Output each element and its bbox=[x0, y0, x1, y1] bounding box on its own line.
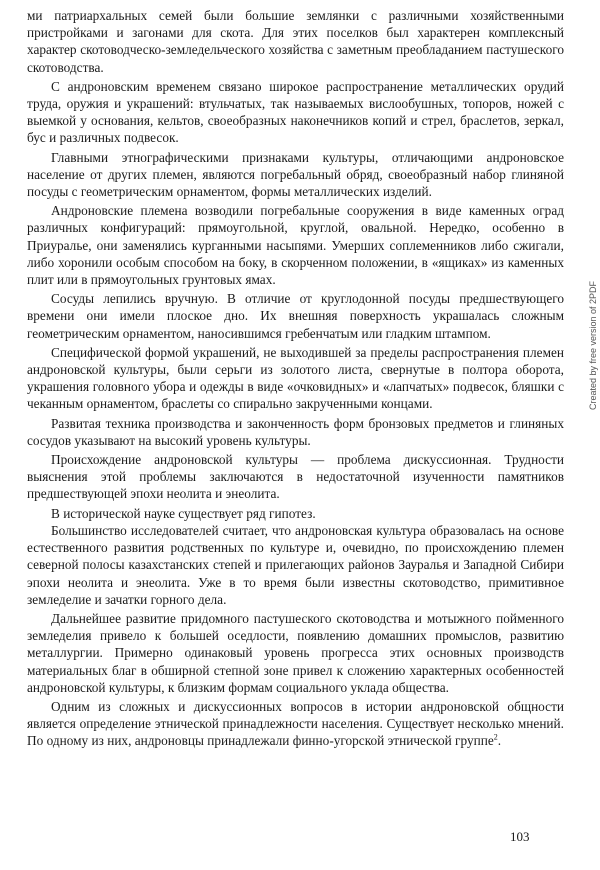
final-period: . bbox=[497, 733, 502, 749]
page-body bbox=[27, 7, 564, 750]
watermark-text: Created by free version of 2PDF bbox=[588, 280, 598, 410]
paragraph: Сосуды лепились вручную. В отличие от круглодонной посуды предшествующего времени они имели плоское дно. Их внешняя поверхность украшалась сложным геометрическим орнаментом, наносившимся гребенчатым или гладким штампом. bbox=[27, 291, 564, 341]
page-number: 103 bbox=[510, 829, 530, 844]
paragraph: В исторической науке существует ряд гипотез. bbox=[51, 505, 316, 521]
paragraph-text: Одним из сложных и дискуссионных вопросов в истории андроновской общности является определение этнической принадлежности населения. Существует несколько мнений. По одному из них, андроновцы принадлежали финно-угорской этнической группе bbox=[27, 698, 564, 749]
last-paragraph bbox=[27, 698, 564, 750]
footnote-reference[interactable]: 2 bbox=[493, 732, 498, 742]
paragraph: С андроновским временем связано широкое распространение металлических орудий труда, оружия и украшений: втульчатых, так называемых вислообушных, топоров, ножей с выемкой у основания, кельтов, своеобразных наконечников копий и стрел, браслетов, зеркал, бус и различных подвесок. bbox=[27, 78, 564, 146]
paragraph: Развитая техника производства и законченность форм бронзовых предметов и глиняных сосудов указывают на высокий уровень культуры. bbox=[27, 415, 564, 448]
paragraph: Андроновские племена возводили погребальные сооружения в виде каменных оград различных конфигураций: прямоугольной, круглой, овальной. Нередко, особенно в Приуралье, они заменялись курганными насыпями. Умерших соплеменников либо сжигали, либо хоронили особым способом на боку, в скорченном положении, в «ящиках» из каменных плит или в прямоугольных грунтовых ямах. bbox=[27, 203, 564, 288]
paragraph: Большинство исследователей считает, что андроновская культура образовалась на основе естественного развития родственных по культуре и, очевидно, по происхождению племен северной полосы казахстанских степей и прилегающих районов Зауралья и Западной Сибири эпохи неолита и энеолита. Уже в то время были известны скотоводство, примитивное земледелие и зачатки горного дела. bbox=[27, 522, 564, 607]
paragraph: Специфической формой украшений, не выходившей за пределы распространения племен андроновской культуры, были серьги из золотого листа, свернутые в полтора оборота, украшения головного убора и одежды в виде «очковидных» и «лапчатых» подвесок, бляшки с чеканным орнаментом, браслеты со спирально закрученными концами. bbox=[27, 344, 564, 412]
paragraph: Происхождение андроновской культуры — проблема дискуссионная. Трудности выяснения этой проблемы заключаются в недостаточной изученности памятников предшествующей эпохи неолита и энеолита. bbox=[27, 452, 564, 502]
paragraph: Дальнейшее развитие придомного пастушеского скотоводства и мотыжного пойменного земледелия привело к большей оседлости, появлению домашних промыслов, развитию металлургии. Примерно одинаковый уровень прогресса этих основных производств материальных благ в обширной степной зоне привел к сложению характерных особенностей андроновской культуры, к близким формам социального уклада общества. bbox=[27, 610, 564, 695]
paragraph: ми патриархальных семей были большие землянки с различными хозяйственными пристройками и загонами для скота. Для этих поселков был характерен комплексный характер скотоводческо-земледельческого хозяйства с заметным преобладанием пастушеского скотоводства. bbox=[27, 8, 564, 75]
paragraph: Главными этнографическими признаками культуры, отличающими андроновское население от других племен, являются погребальный обряд, своеобразный набор глиняной посуды с геометрическим орнаментом, формы металлических изделий. bbox=[27, 149, 564, 200]
